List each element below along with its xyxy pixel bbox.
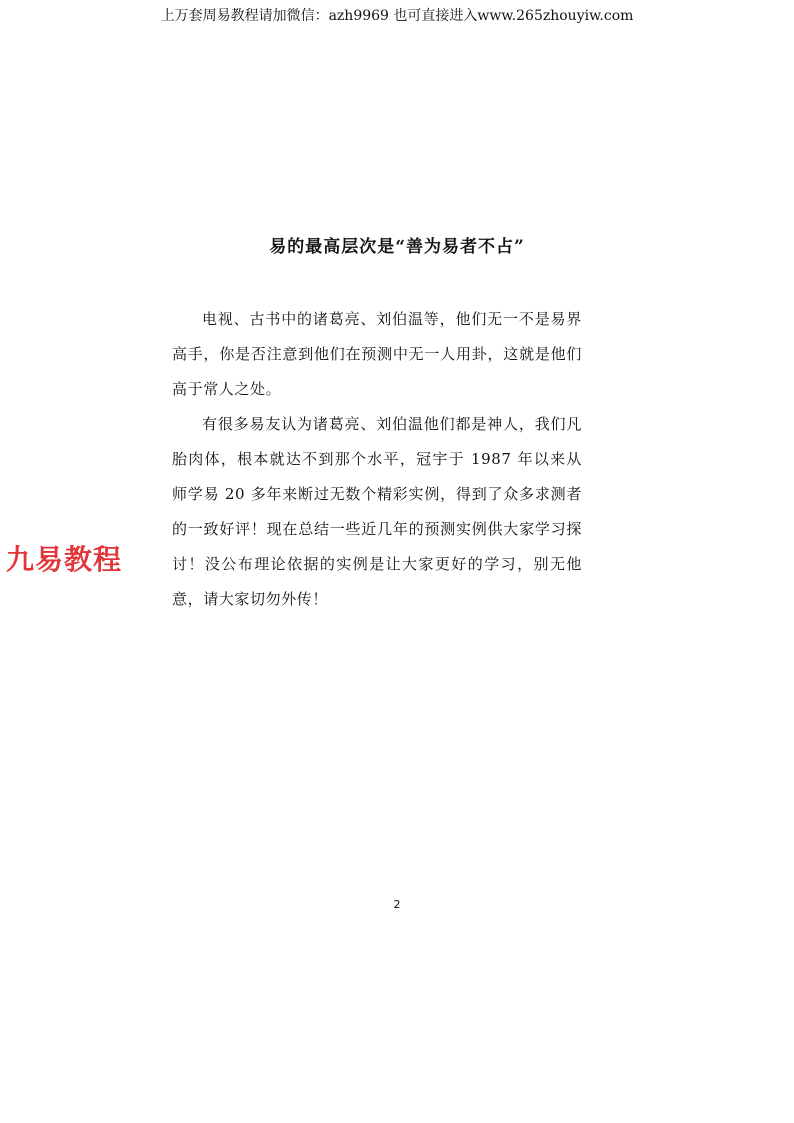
document-body	[172, 302, 582, 617]
paragraph-2: 有很多易友认为诸葛亮、刘伯温他们都是神人，我们凡胎肉体，根本就达不到那个水平，冠宇于 1987 年以来从师学易 20 多年来断过无数个精彩实例，得到了众多求测者的一致好评！现在总结一些近几年的预测实例供大家学习探讨！没公布理论依据的实例是让大家更好的学习，别无他意，请大家切勿外传！	[172, 415, 582, 608]
watermark-logo: 九易教程	[6, 543, 123, 576]
paragraph-1: 电视、古书中的诸葛亮、刘伯温等，他们无一不是易界高手，你是否注意到他们在预测中无一人用卦，这就是他们高于常人之处。	[172, 310, 582, 398]
header-banner: 上万套周易教程请加微信：azh9969 也可直接进入www.265zhouyiw.com	[160, 8, 634, 24]
page-number: 2	[393, 898, 401, 911]
document-title: 易的最高层次是“善为易者不占”	[269, 237, 525, 257]
